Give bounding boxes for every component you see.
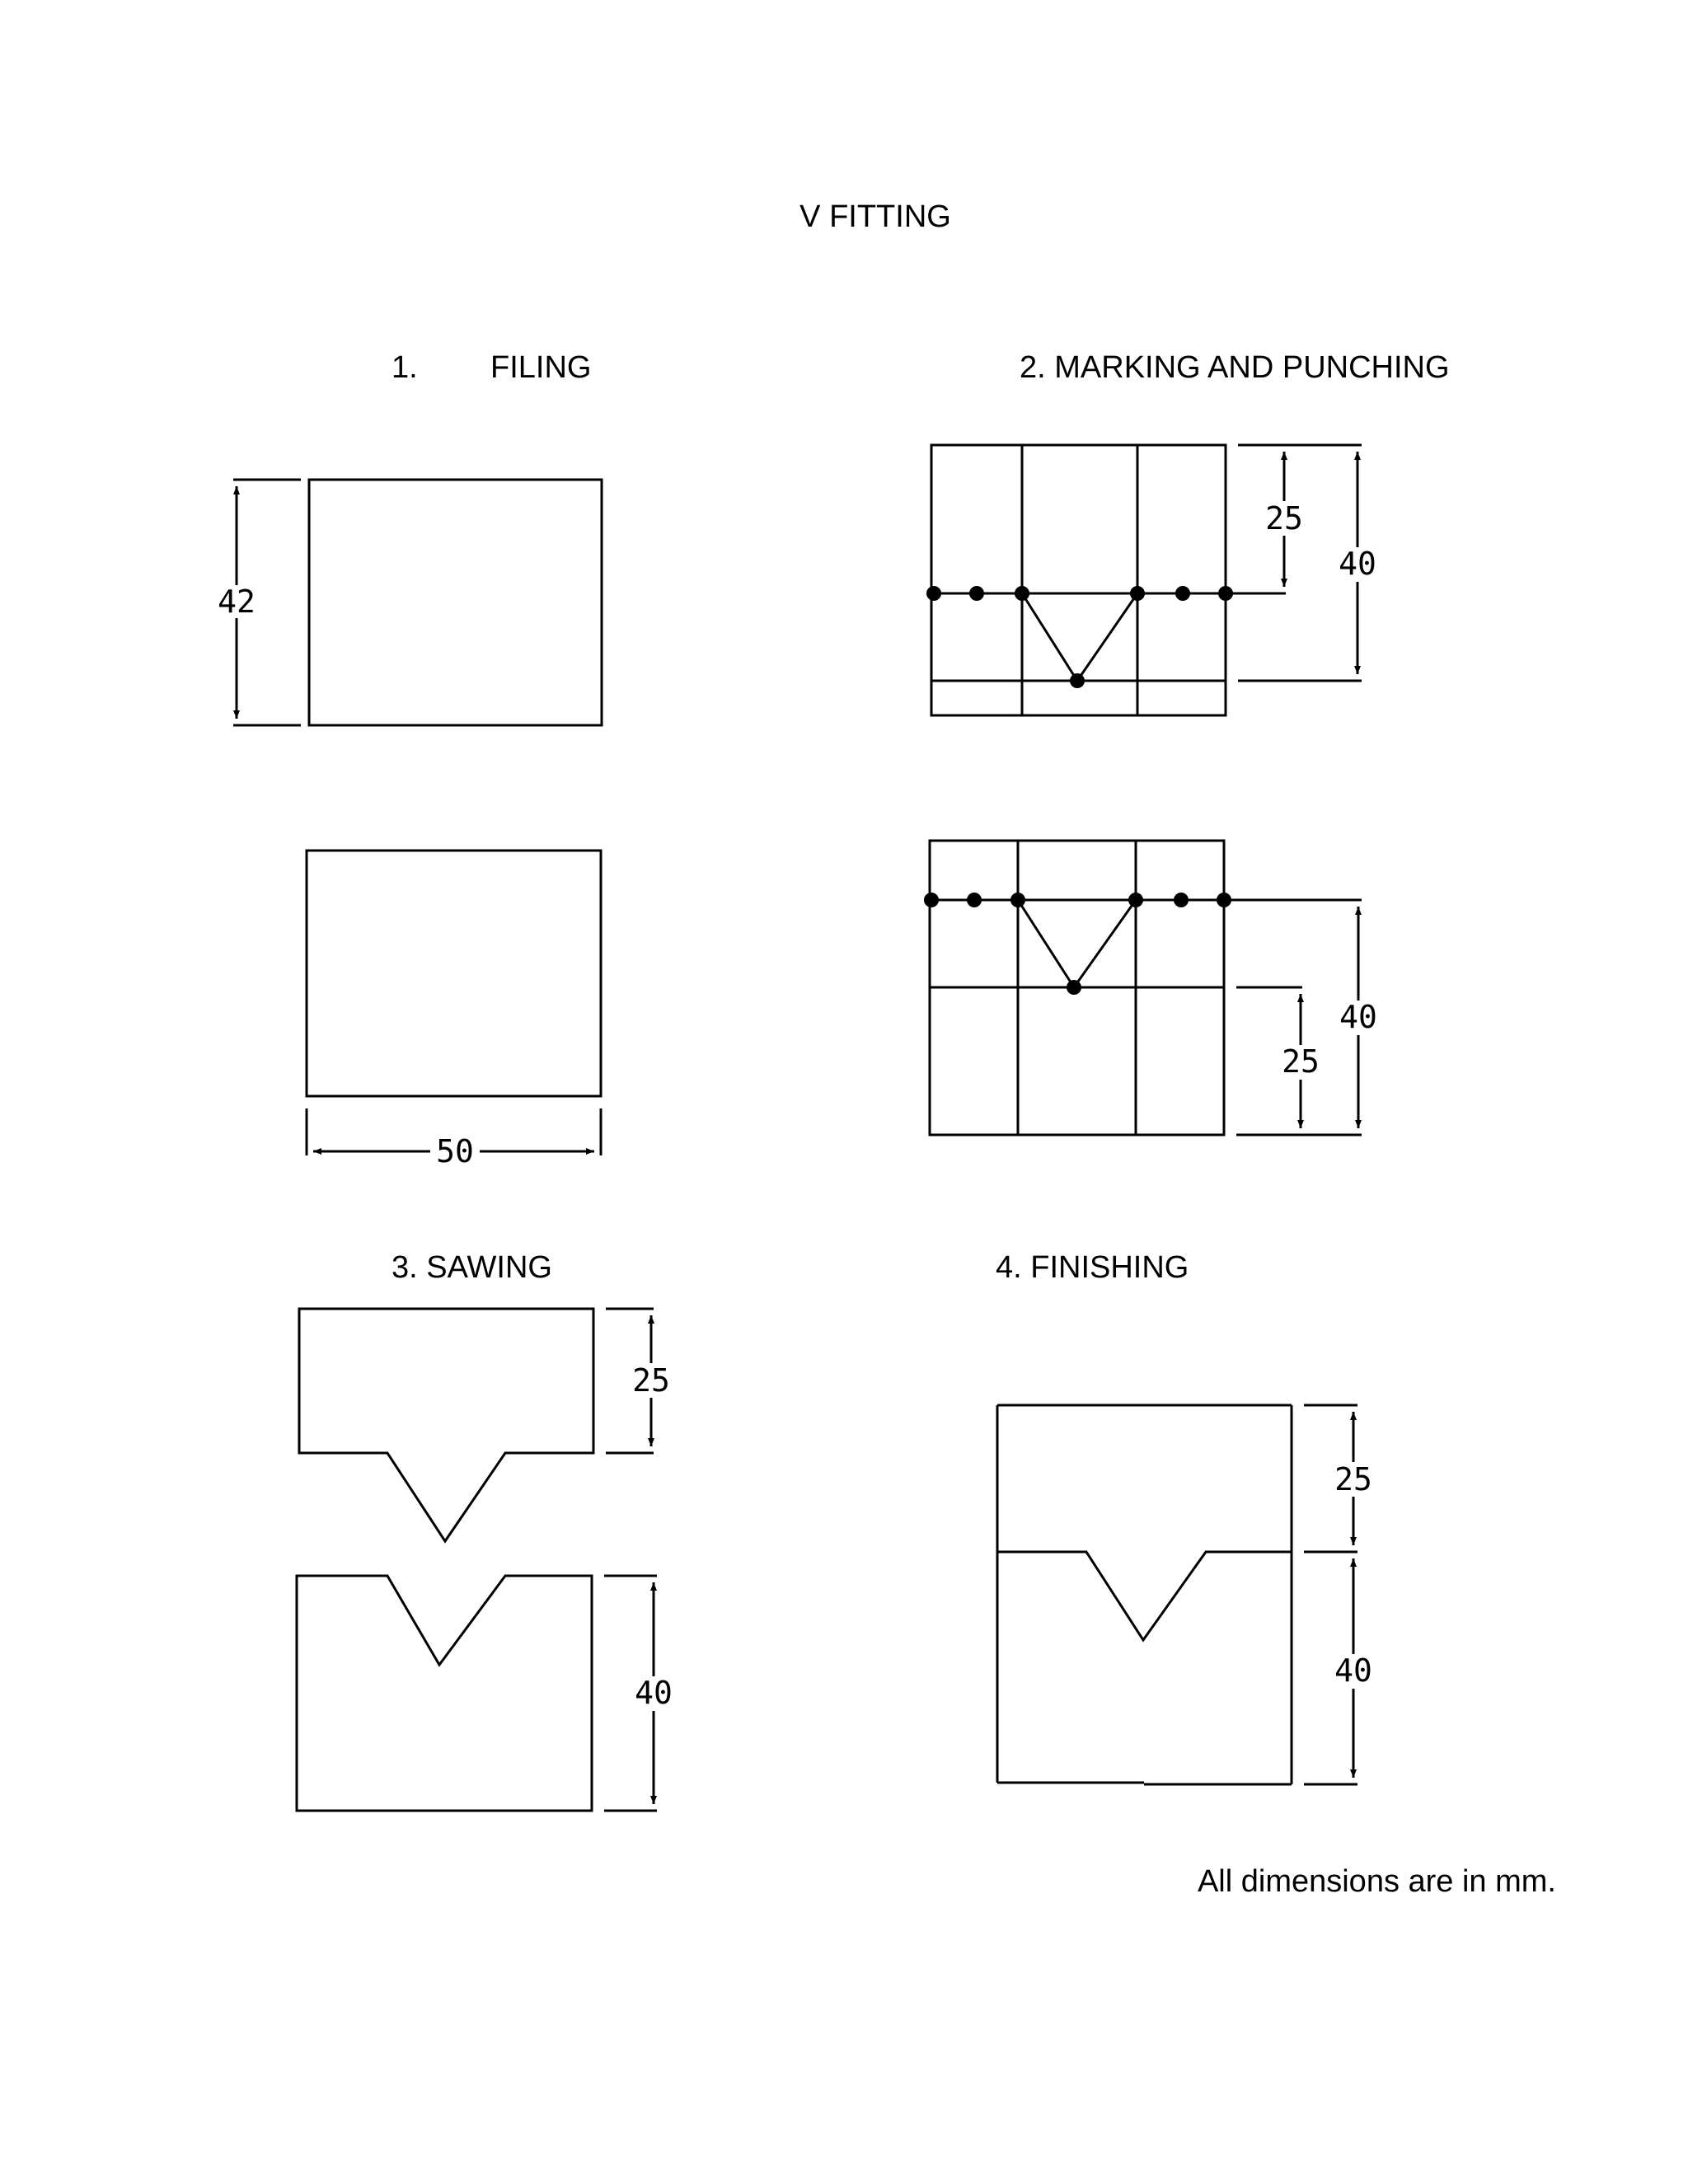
filing-width-label: 50	[436, 1133, 474, 1169]
sawing-upper-dimension	[606, 1309, 676, 1453]
marking-step-label: 2. MARKING AND PUNCHING	[1020, 350, 1450, 385]
marking-bottom-view	[924, 841, 1383, 1135]
marking-bottom-small-label: 25	[1282, 1043, 1320, 1080]
marking-bottom-large-dimension	[1334, 907, 1383, 1128]
finishing-v-joint	[997, 1552, 1292, 1640]
sawing-lower-dimension	[604, 1576, 678, 1811]
marking-top-small-dimension	[1259, 452, 1309, 587]
filing-front-view-plate	[307, 851, 601, 1096]
units-note: All dimensions are in mm.	[1197, 1864, 1556, 1899]
marking-top-large-label: 40	[1339, 546, 1376, 582]
marking-top-view	[926, 445, 1382, 715]
filing-section	[213, 350, 602, 1169]
filing-step-label: FILING	[490, 350, 592, 385]
filing-top-view-plate	[309, 480, 602, 725]
filing-height-dimension	[213, 480, 301, 725]
marking-top-large-dimension	[1333, 452, 1382, 674]
page-title: V FITTING	[799, 199, 951, 234]
sawing-upper-piece	[299, 1309, 593, 1541]
sawing-lower-piece	[297, 1576, 592, 1811]
marking-top-small-label: 25	[1265, 500, 1303, 537]
sawing-section	[297, 1250, 678, 1811]
sawing-step-label: 3. SAWING	[392, 1250, 552, 1285]
finishing-step-label: 4. FINISHING	[996, 1250, 1189, 1285]
finishing-assembled-plate	[997, 1405, 1292, 1784]
sawing-upper-label: 25	[632, 1362, 670, 1399]
finishing-section	[996, 1250, 1378, 1784]
marking-bottom-large-label: 40	[1339, 999, 1377, 1035]
finishing-lower-dimension	[1304, 1558, 1378, 1784]
filing-height-label: 42	[218, 583, 256, 620]
filing-width-dimension	[307, 1108, 601, 1169]
punch-marks-top	[926, 586, 1233, 688]
punch-marks-bottom	[924, 893, 1231, 995]
finishing-lower-label: 40	[1334, 1652, 1372, 1689]
marking-section	[924, 350, 1450, 1135]
sawing-lower-label: 40	[635, 1675, 673, 1711]
filing-step-number: 1.	[392, 350, 418, 385]
finishing-upper-dimension	[1304, 1405, 1378, 1552]
marking-bottom-small-dimension	[1276, 994, 1325, 1128]
finishing-upper-label: 25	[1334, 1461, 1372, 1497]
